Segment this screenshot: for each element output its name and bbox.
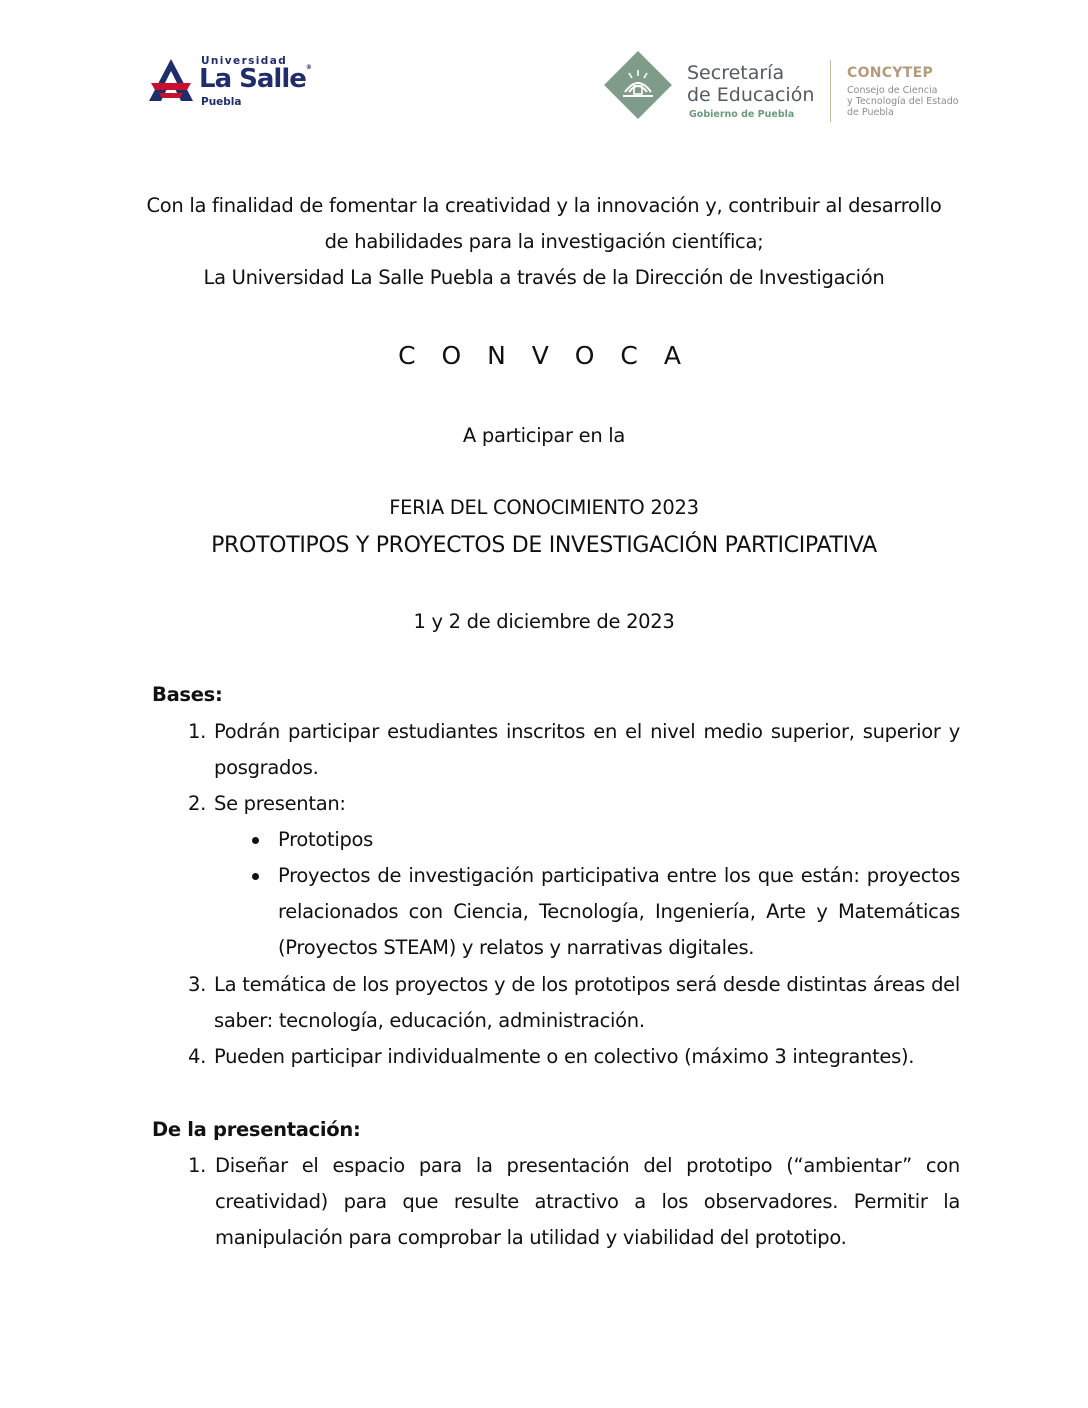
list-item-number: 3.: [188, 973, 207, 996]
list-item-text-line: Diseñar el espacio para la presentación del prototipo (“ambientar” con: [215, 1154, 960, 1177]
intro-line-3: La Universidad La Salle Puebla a través de la Dirección de Investigación: [203, 266, 885, 289]
participar-line: A participar en la: [462, 424, 626, 447]
concytep-name: CONCYTEP: [847, 65, 934, 81]
bullet-text-line: Prototipos: [278, 828, 374, 851]
bullet-text-line: Proyectos de investigación participativa entre los que están: proyectos: [278, 864, 960, 887]
logo-divider: [830, 60, 831, 122]
bullet-icon: [252, 873, 259, 880]
list-item-number: 1.: [188, 1154, 207, 1177]
lasalle-registered-mark: ®: [305, 64, 312, 71]
concytep-desc-line2: y Tecnología del Estado: [847, 96, 959, 107]
list-item-text-line: creatividad) para que resulte atractivo a los observadores. Permitir la: [215, 1190, 960, 1213]
list-item-text-line: saber: tecnología, educación, administración.: [214, 1009, 645, 1032]
concytep-desc-line3: de Puebla: [847, 107, 894, 118]
feria-subtitle: PROTOTIPOS Y PROYECTOS DE INVESTIGACIÓN PARTICIPATIVA: [211, 533, 877, 558]
lasalle-name-text: La Salle: [199, 64, 306, 94]
bullet-text-line: relacionados con Ciencia, Tecnología, Ingeniería, Arte y Matemáticas: [278, 900, 960, 923]
feria-title: FERIA DEL CONOCIMIENTO 2023: [389, 496, 699, 519]
event-date: 1 y 2 de diciembre de 2023: [413, 610, 675, 633]
lasalle-emblem-icon: [147, 57, 195, 103]
sep-title-line2: de Educación: [687, 84, 815, 106]
list-item-text-line: La temática de los proyectos y de los prototipos será desde distintas áreas del: [214, 973, 960, 996]
lasalle-name: [199, 64, 312, 94]
lasalle-city-label: Puebla: [201, 96, 242, 108]
sep-title-line1: Secretaría: [687, 62, 785, 84]
presentacion-heading: De la presentación:: [152, 1118, 361, 1141]
sep-emblem-icon: [601, 48, 675, 122]
list-item-number: 1.: [188, 720, 207, 743]
bases-heading: Bases:: [152, 683, 223, 706]
list-item-text-line: Podrán participar estudiantes inscritos en el nivel medio superior, superior y: [214, 720, 960, 743]
concytep-desc-line1: Consejo de Ciencia: [847, 85, 938, 96]
sep-government-label: Gobierno de Puebla: [689, 109, 795, 120]
list-item-text-line: Pueden participar individualmente o en colectivo (máximo 3 integrantes).: [214, 1045, 915, 1068]
bullet-text-line: (Proyectos STEAM) y relatos y narrativas digitales.: [278, 936, 755, 959]
list-item-text-line: Se presentan:: [214, 792, 346, 815]
lasalle-logo: [147, 55, 312, 110]
list-item-number: 4.: [188, 1045, 207, 1068]
intro-line-1: Con la finalidad de fomentar la creatividad y la innovación y, contribuir al desarrollo: [146, 194, 942, 217]
list-item-text-line: manipulación para comprobar la utilidad y viabilidad del prototipo.: [215, 1226, 847, 1249]
list-item-text-line: posgrados.: [214, 756, 319, 779]
convoca-heading: C O N V O C A: [398, 341, 690, 370]
bullet-icon: [252, 837, 259, 844]
intro-line-2: de habilidades para la investigación científica;: [324, 230, 764, 253]
lasalle-university-label: Universidad: [201, 55, 288, 67]
sep-concytep-logo: [601, 46, 961, 126]
list-item-number: 2.: [188, 792, 207, 815]
